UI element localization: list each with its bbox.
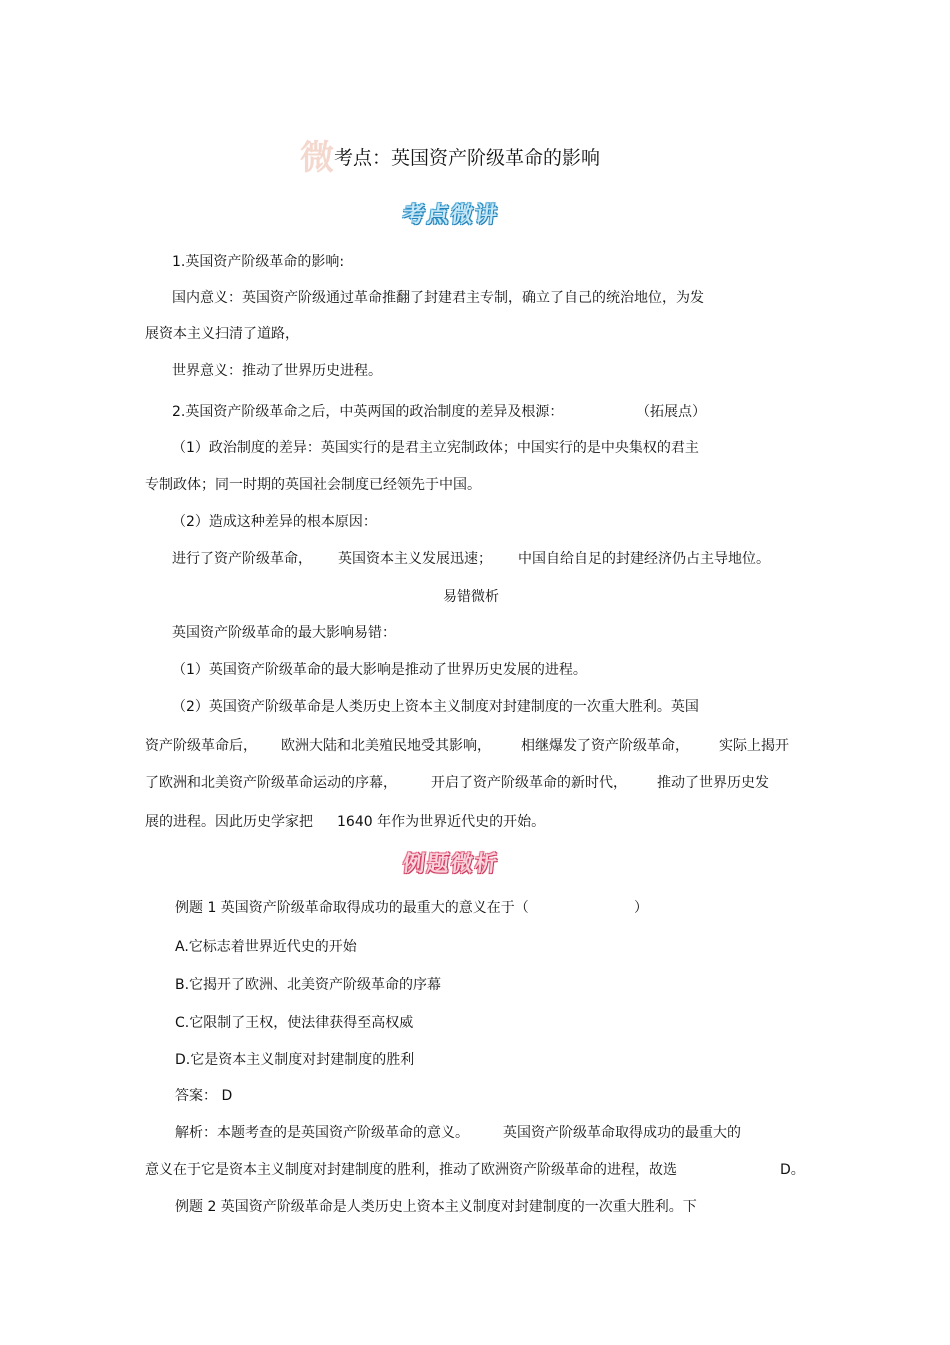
paragraph-line: 国内意义：英国资产阶级通过革命推翻了封建君主专制，确立了自己的统治地位，为发: [172, 290, 704, 306]
text-segment: 欧洲大陆和北美殖民地受其影响，: [281, 738, 491, 754]
explanation-line: [175, 1123, 741, 1143]
option-c: C.它限制了王权，使法律获得至高权威: [175, 1015, 414, 1031]
text-segment: 相继爆发了资产阶级革命，: [521, 738, 689, 754]
explanation-line: 意义在于它是资本主义制度对封建制度的胜利，推动了欧洲资产阶级革命的进程，故选: [145, 1162, 677, 1178]
paragraph-line: （1）政治制度的差异：英国实行的是君主立宪制政体；中国实行的是中央集权的君主: [172, 440, 699, 456]
heading-1: 1.英国资产阶级革命的影响:: [172, 254, 345, 270]
text-segment: 1640 年作为世界近代史的开始。: [337, 814, 546, 830]
option-b: B.它揭开了欧洲、北美资产阶级革命的序幕: [175, 977, 442, 993]
option-d: D.它是资本主义制度对封建制度的胜利: [175, 1052, 415, 1068]
paragraph-line: 展资本主义扫清了道路，: [145, 326, 299, 342]
text-segment: 解析：本题考查的是英国资产阶级革命的意义。: [175, 1125, 469, 1141]
text-segment: 英国资产阶级革命取得成功的最重大的: [503, 1125, 741, 1141]
paragraph-line: [145, 736, 789, 756]
section-badge-kaodian: 考点微讲: [401, 202, 501, 228]
paragraph-line: [145, 812, 545, 832]
text-segment: 推动了世界历史发: [657, 775, 769, 791]
paragraph-line: （2）英国资产阶级革命是人类历史上资本主义制度对封建制度的一次重大胜利。英国: [172, 699, 699, 715]
paragraph-line: [172, 549, 770, 569]
title-decor-char: 微: [300, 138, 334, 178]
paragraph-line: [145, 773, 769, 793]
text-segment: 资产阶级革命后，: [145, 738, 257, 754]
text-segment: 英国资本主义发展迅速；: [338, 551, 492, 567]
question-2-stem: 例题 2 英国资产阶级革命是人类历史上资本主义制度对封建制度的一次重大胜利。下: [175, 1199, 697, 1215]
subsection-title: 易错微析: [443, 589, 499, 605]
question-1-stem: 例题 1 英国资产阶级革命取得成功的最重大的意义在于（: [175, 900, 529, 916]
paragraph-line: 世界意义：推动了世界历史进程。: [172, 363, 382, 379]
heading-2: 2.英国资产阶级革命之后，中英两国的政治制度的差异及根源：: [172, 404, 564, 420]
option-a: A.它标志着世界近代史的开始: [175, 939, 357, 955]
paragraph-line: （2）造成这种差异的根本原因：: [172, 514, 377, 530]
text-segment: 实际上揭开: [719, 738, 789, 754]
text-segment: 展的进程。因此历史学家把: [145, 814, 313, 830]
text-segment: 中国自给自足的封建经济仍占主导地位。: [518, 551, 770, 567]
extension-tag: （拓展点）: [636, 404, 706, 420]
explanation-choice: D。: [780, 1162, 805, 1178]
paragraph-line: （1）英国资产阶级革命的最大影响是推动了世界历史发展的进程。: [172, 662, 587, 678]
page-title: [300, 138, 600, 178]
paragraph-line: 英国资产阶级革命的最大影响易错：: [172, 625, 396, 641]
section-badge-liti: 例题微析: [401, 851, 501, 877]
text-segment: 开启了资产阶级革命的新时代，: [431, 775, 627, 791]
title-text: 考点：英国资产阶级革命的影响: [334, 147, 601, 169]
question-1-bracket: ）: [634, 900, 648, 916]
text-segment: 了欧洲和北美资产阶级革命运动的序幕，: [145, 775, 397, 791]
answer: 答案： D: [175, 1088, 233, 1104]
text-segment: 进行了资产阶级革命，: [172, 551, 312, 567]
paragraph-line: 专制政体；同一时期的英国社会制度已经领先于中国。: [145, 477, 481, 493]
